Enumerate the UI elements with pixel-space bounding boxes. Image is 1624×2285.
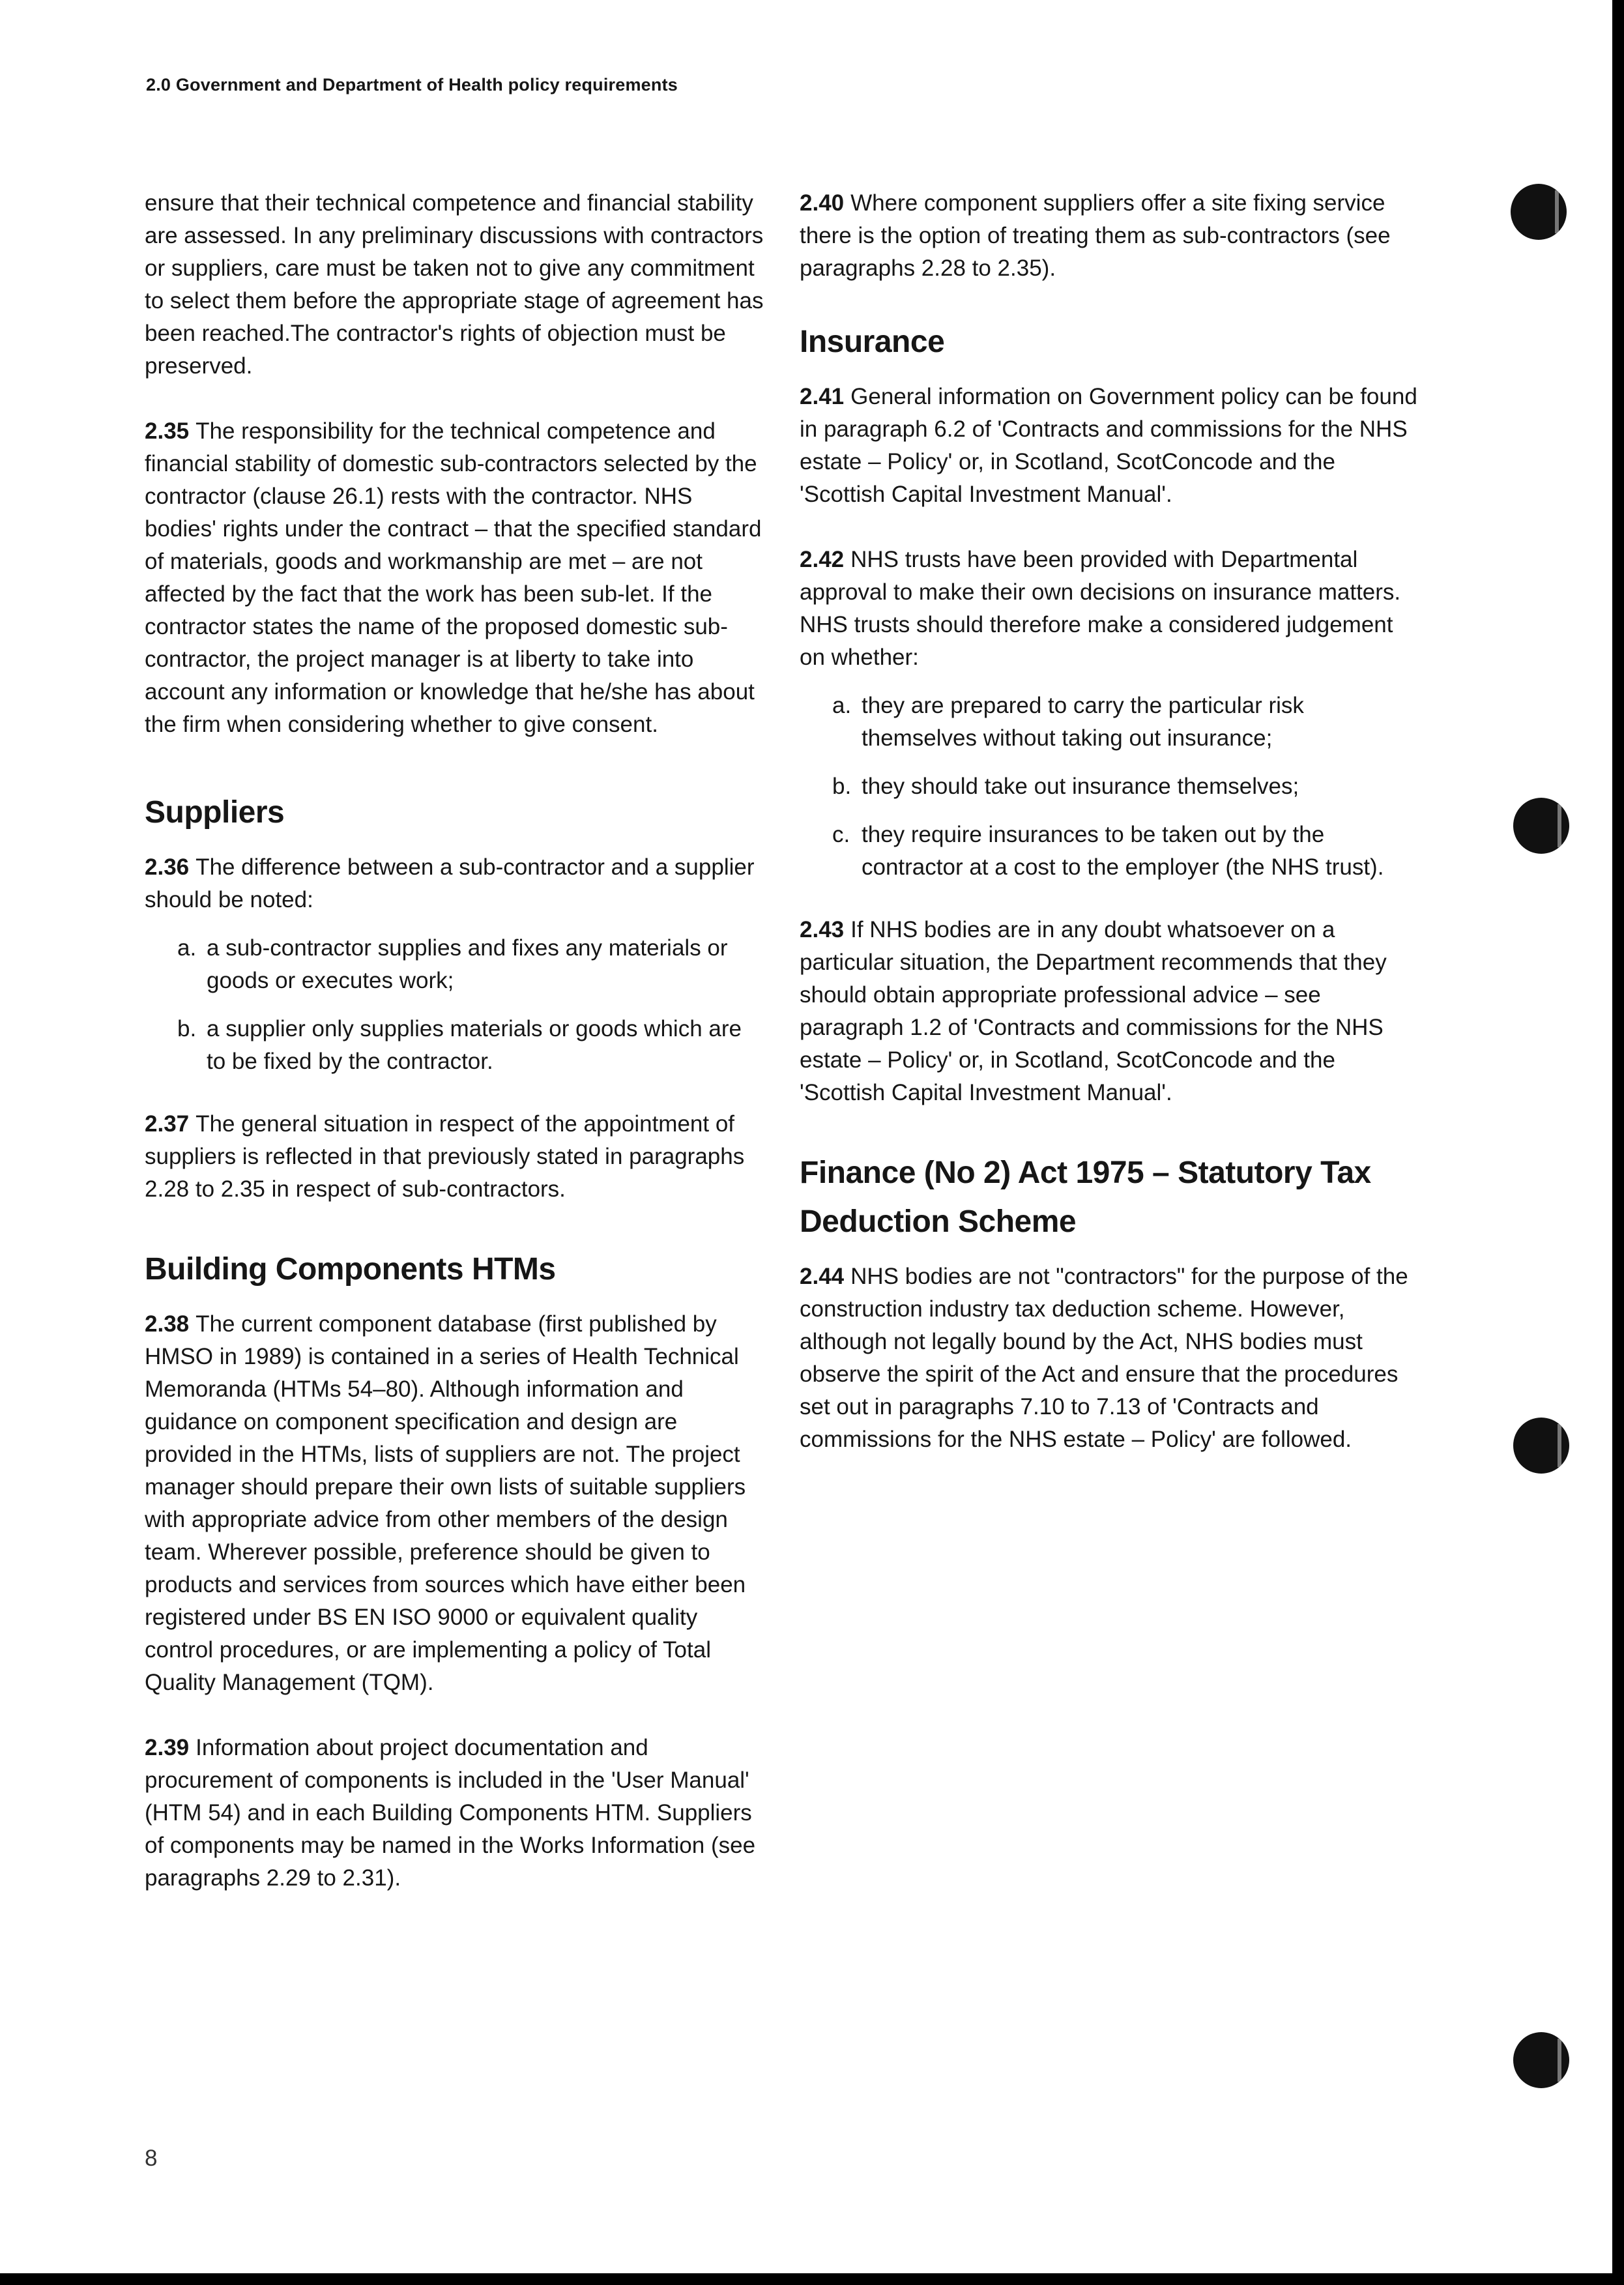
- paragraph-number: 2.39: [145, 1735, 190, 1760]
- paragraph-number: 2.44: [800, 1264, 845, 1289]
- paragraph-2-41: [800, 381, 1422, 511]
- punch-hole-icon: [1511, 184, 1567, 240]
- list-letter: a.: [177, 935, 197, 961]
- paragraph-2-35: [145, 415, 765, 741]
- list-item-text: they are prepared to carry the particular risk themselves without taking out insurance;: [862, 693, 1304, 751]
- suppliers-list: [145, 932, 765, 1078]
- list-item-text: a supplier only supplies materials or goods which are to be fixed by the contractor.: [207, 1016, 742, 1074]
- paragraph-number: 2.35: [145, 418, 190, 444]
- punch-hole-icon: [1513, 2032, 1569, 2088]
- left-column: [145, 187, 765, 1927]
- list-letter: b.: [177, 1016, 197, 1041]
- paragraph-number: 2.42: [800, 547, 845, 572]
- running-header: 2.0 Government and Department of Health policy requirements: [146, 75, 678, 95]
- section-heading-insurance: Insurance: [800, 325, 945, 359]
- list-item-text: a sub-contractor supplies and fixes any materials or goods or executes work;: [207, 935, 728, 993]
- paragraph-2-43: [800, 914, 1422, 1109]
- paragraph-text: NHS bodies are not "contractors" for the purpose of the construction industry tax deduction scheme. However, although not legally bound by the Act, NHS bodies must observe the spirit of the Act and ensure that the procedures set out in paragraphs 7.10 to 7.13 of 'Contracts and commissions for the NHS estate – Policy' are followed.: [800, 1264, 1408, 1452]
- paragraph-text: NHS trusts have been provided with Departmental approval to make their own decisions on insurance matters. NHS trusts should therefore make a considered judgement on whether:: [800, 547, 1401, 670]
- section-heading-suppliers: Suppliers: [145, 795, 285, 830]
- paragraph-number: 2.36: [145, 854, 190, 880]
- paragraph-text: The responsibility for the technical competence and financial stability of domestic sub-contractors selected by the contractor (clause 26.1) rests with the contractor. NHS bodies' rights under the contract – that the specified standard of materials, goods and workmanship are met – are not affected by the fact that the work has been sub-let. If the contractor states the name of the proposed domestic sub-contractor, the project manager is at liberty to take into account any information or knowledge that he/she has about the firm when considering whether to give consent.: [145, 418, 762, 737]
- list-item-text: they require insurances to be taken out by the contractor at a cost to the employer (the NHS trust).: [862, 822, 1384, 880]
- list-letter: b.: [832, 774, 852, 799]
- paragraph-2-39: [145, 1732, 765, 1895]
- paragraph-text: The general situation in respect of the appointment of suppliers is reflected in that previously stated in paragraphs 2.28 to 2.35 in respect of sub-contractors.: [145, 1111, 745, 1202]
- intro-text: ensure that their technical competence and financial stability are assessed. In any preliminary discussions with contractors or suppliers, care must be taken not to give any commitment to select them before the appropriate stage of agreement has been reached.The contractor's rights of objection must be preserved.: [145, 190, 764, 379]
- page-number: 8: [145, 2146, 158, 2171]
- paragraph-2-37: [145, 1108, 765, 1206]
- scan-edge-bottom: [0, 2273, 1624, 2285]
- insurance-list: [800, 690, 1422, 884]
- section-heading-finance-act: Finance (No 2) Act 1975 – Statutory Tax Deduction Scheme: [800, 1156, 1371, 1239]
- paragraph-number: 2.41: [800, 384, 845, 409]
- paragraph-number: 2.40: [800, 190, 845, 216]
- list-item-text: they should take out insurance themselves;: [862, 774, 1299, 799]
- punch-hole-icon: [1513, 1418, 1569, 1474]
- paragraph-number: 2.37: [145, 1111, 190, 1137]
- list-item: [832, 770, 1422, 803]
- intro-paragraph: [145, 187, 765, 383]
- list-item: [177, 1013, 765, 1078]
- punch-hole-icon: [1513, 798, 1569, 854]
- right-column: [800, 187, 1422, 1489]
- list-item: [832, 819, 1422, 884]
- list-letter: c.: [832, 822, 850, 847]
- paragraph-text: Where component suppliers offer a site fixing service there is the option of treating them as sub-contractors (see paragraphs 2.28 to 2.35).: [800, 190, 1391, 281]
- paragraph-text: The current component database (first published by HMSO in 1989) is contained in a series of Health Technical Memoranda (HTMs 54–80). Although information and guidance on component specification and design are provided in the HTMs, lists of suppliers are not. The project manager should prepare their own lists of suitable suppliers with appropriate advice from other members of the design team. Wherever possible, preference should be given to products and services from sources which have either been registered under BS EN ISO 9000 or equivalent quality control procedures, or are implementing a policy of Total Quality Management (TQM).: [145, 1311, 746, 1695]
- scan-edge-right: [1612, 0, 1624, 2285]
- paragraph-text: If NHS bodies are in any doubt whatsoever on a particular situation, the Department recommends that they should obtain appropriate professional advice – see paragraph 1.2 of 'Contracts and commissions for the NHS estate – Policy' or, in Scotland, ScotConcode and the 'Scottish Capital Investment Manual'.: [800, 917, 1387, 1105]
- paragraph-2-38: [145, 1308, 765, 1699]
- paragraph-2-40: [800, 187, 1422, 285]
- paragraph-number: 2.43: [800, 917, 845, 942]
- list-item: [832, 690, 1422, 755]
- paragraph-text: The difference between a sub-contractor and a supplier should be noted:: [145, 854, 755, 912]
- list-item: [177, 932, 765, 997]
- paragraph-number: 2.38: [145, 1311, 190, 1337]
- paragraph-text: General information on Government policy can be found in paragraph 6.2 of 'Contracts and commissions for the NHS estate – Policy' or, in Scotland, ScotConcode and the 'Scottish Capital Investment Manual'.: [800, 384, 1417, 507]
- paragraph-text: Information about project documentation and procurement of components is included in the 'User Manual' (HTM 54) and in each Building Components HTM. Suppliers of components may be named in the Works Information (see paragraphs 2.29 to 2.31).: [145, 1735, 756, 1891]
- section-heading-building-components: Building Components HTMs: [145, 1252, 556, 1287]
- paragraph-2-42: [800, 544, 1422, 674]
- list-letter: a.: [832, 693, 852, 718]
- paragraph-2-44: [800, 1260, 1422, 1456]
- paragraph-2-36: [145, 851, 765, 916]
